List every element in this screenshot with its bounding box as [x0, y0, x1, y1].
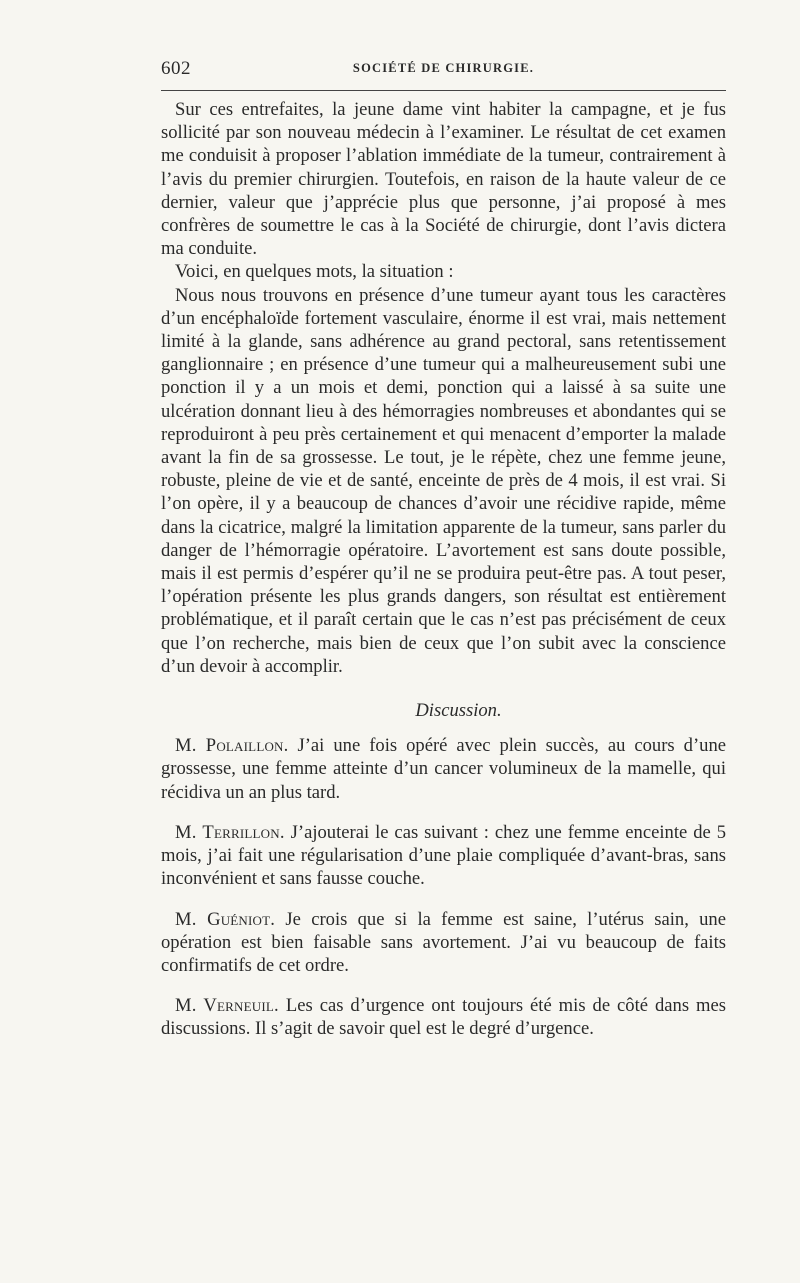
speaker-text: J’ajouterai le cas suivant : chez une femme enceinte de 5 mois, j’ai fait une régularisation d’une plaie compliquée d’avant-bras, sans inconvénient et sans fausse couche. — [161, 821, 726, 890]
page-header — [161, 58, 726, 82]
body-text — [161, 98, 726, 1041]
speaker-name: M. Terrillon. — [175, 821, 285, 843]
paragraph: Voici, en quelques mots, la situation : — [175, 261, 454, 283]
paragraph: Sur ces entrefaites, la jeune dame vint habiter la campagne, et je fus sollicité par son nouveau médecin à l’examiner. Le résultat de cet examen me conduisit à proposer l’ablation immédiate de la tumeur, contrairement à l’avis du premier chirurgien. Toutefois, en raison de la haute valeur de ce dernier, valeur que j’apprécie plus que personne, j’ai proposé à mes confrères de soumettre le cas à la Société de chirurgie, dont l’avis dictera ma conduite. — [161, 99, 726, 260]
speaker-name: M. Verneuil. — [175, 995, 279, 1017]
paragraph: Nous nous trouvons en présence d’une tumeur ayant tous les caractères d’un encéphaloïde fortement vasculaire, énorme il est vrai, mais nettement limité à la glande, sans adhérence au grand pectoral, sans retentissement ganglionnaire ; en présence d’une tumeur qui a malheureusement subi une ponction il y a un mois et demi, ponction qui a laissé à sa suite une ulcération donnant lieu à des hémorragies nombreuses et abondantes qui se reproduiront à peu près certainement et qui menacent d’emporter la malade avant la fin de sa grossesse. Le tout, je le répète, chez une femme jeune, robuste, pleine de vie et de santé, enceinte de près de 4 mois, il est vrai. Si l’on opère, il y a beaucoup de chances d’avoir une récidive rapide, même dans la cicatrice, malgré la limitation apparente de la tumeur, sans parler du danger de l’hémorragie opératoire. L’avortement est sans doute possible, mais il est permis d’espérer qu’il ne se produira peut-être pas. A tout peser, l’opération présente les plus grands dangers, son résultat est entièrement problématique, et il paraît certain que le cas n’est pas précisément de ceux que l’on recherche, mais bien de ceux que l’on subit avec la conscience d’un devoir à accomplir. — [161, 284, 726, 677]
header-rule — [161, 90, 726, 91]
speaker-text: Je crois que si la femme est saine, l’utérus sain, une opération est bien faisable sans avortement. J’ai vu beaucoup de faits confirmatifs de cet ordre. — [161, 908, 726, 976]
speaker-text: Les cas d’urgence ont toujours été mis de côté dans mes discussions. Il s’agit de savoir quel est le degré d’urgence. — [161, 995, 726, 1040]
page-number: 602 — [161, 58, 191, 79]
discussion-entry — [161, 908, 726, 978]
section-heading: Discussion. — [415, 700, 502, 722]
discussion-entry — [161, 994, 726, 1040]
running-head: SOCIÉTÉ DE CHIRURGIE. — [352, 61, 535, 75]
speaker-text: J’ai une fois opéré avec plein succès, au cours d’une grossesse, une femme atteinte d’un cancer volumineux de la mamelle, qui récidiva un an plus tard. — [161, 735, 727, 803]
speaker-name: M. Guéniot. — [175, 908, 276, 930]
discussion-entry — [161, 734, 726, 804]
speaker-name: M. Polaillon. — [175, 735, 289, 757]
discussion-entry — [161, 821, 726, 891]
